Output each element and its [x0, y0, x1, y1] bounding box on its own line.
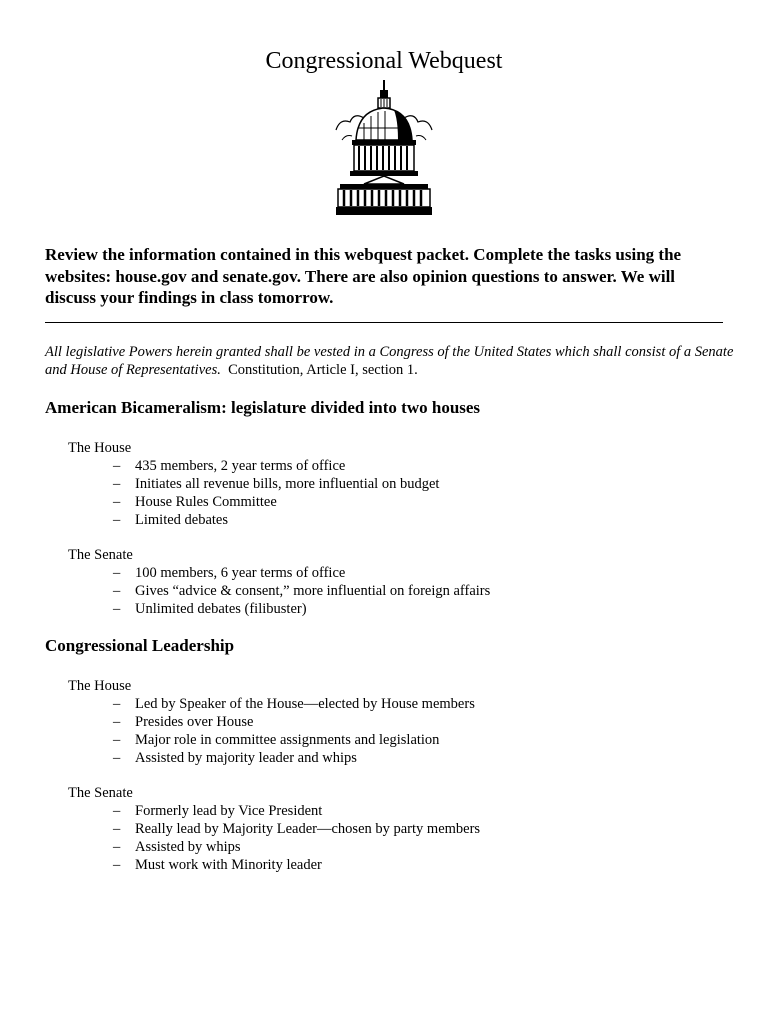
list-item: – Assisted by whips	[113, 839, 241, 855]
list-item: – Assisted by majority leader and whips	[113, 750, 357, 766]
group-label: The House	[68, 440, 132, 456]
bullet-list	[68, 457, 439, 529]
bullet-list	[68, 564, 490, 618]
horizontal-divider	[45, 322, 723, 323]
list-item: – Formerly lead by Vice President	[113, 803, 323, 819]
list-item: – Major role in committee assignments and legislation	[113, 732, 440, 748]
quote-citation: Constitution, Article I, section 1.	[228, 362, 418, 378]
list-item: – Gives “advice & consent,” more influential on foreign affairs	[113, 583, 491, 599]
section-heading-bicameralism: American Bicameralism: legislature divided into two houses	[45, 398, 481, 417]
page-title: Congressional Webquest	[265, 48, 503, 74]
list-item: – Limited debates	[113, 512, 229, 528]
list-item: – Unlimited debates (filibuster)	[113, 601, 307, 617]
group-senate-leadership	[68, 784, 480, 874]
list-item: – Led by Speaker of the House—elected by House members	[113, 696, 475, 712]
section-heading-leadership: Congressional Leadership	[45, 636, 235, 655]
group-senate-bicameralism	[68, 546, 490, 618]
list-item: – Must work with Minority leader	[113, 857, 322, 873]
group-house-bicameralism	[68, 439, 439, 529]
list-item: – Really lead by Majority Leader—chosen by party members	[113, 821, 481, 837]
constitution-quote	[45, 343, 735, 379]
list-item: – Initiates all revenue bills, more influential on budget	[113, 476, 440, 492]
group-label: The Senate	[68, 547, 133, 563]
bullet-list	[68, 695, 475, 767]
list-item: – Presides over House	[113, 714, 254, 730]
capitol-building-icon	[334, 78, 434, 218]
bullet-list	[68, 802, 480, 874]
group-label: The House	[68, 678, 132, 694]
list-item: – 100 members, 6 year terms of office	[113, 565, 346, 581]
intro-paragraph: Review the information contained in this webquest packet. Complete the tasks using the websites: house.gov and senate.gov. There are also opinion questions to answer. We will discuss your findings in class tomorrow.	[45, 245, 682, 307]
list-item: – 435 members, 2 year terms of office	[113, 458, 346, 474]
list-item: – House Rules Committee	[113, 494, 277, 510]
group-house-leadership	[68, 677, 475, 767]
quote-text: All legislative Powers herein granted shall be vested in a Congress of the United States which shall consist of a Senate and House of Representatives.	[45, 344, 734, 378]
group-label: The Senate	[68, 785, 133, 801]
